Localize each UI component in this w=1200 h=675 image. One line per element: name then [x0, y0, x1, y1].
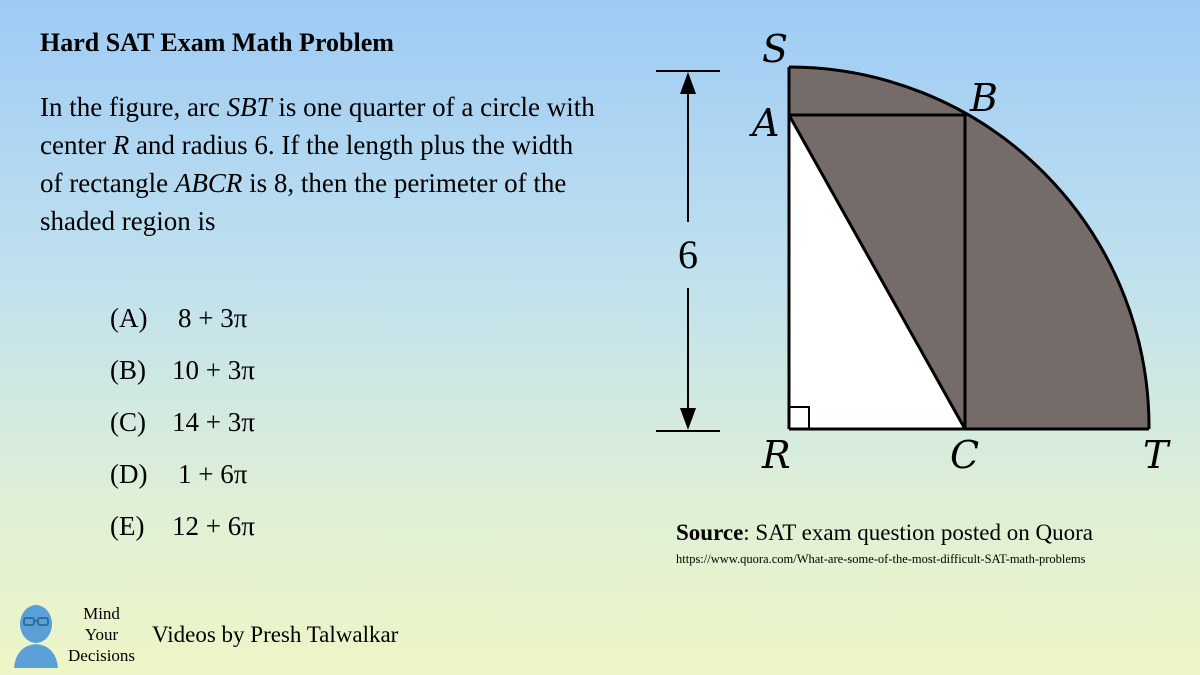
arrowhead-down — [680, 408, 696, 430]
arrowhead-up — [680, 72, 696, 94]
rectangle-name: ABCR — [174, 168, 243, 198]
source-citation — [676, 520, 1093, 546]
label-r: R — [762, 433, 791, 477]
brand-line-2: Your — [84, 625, 119, 644]
choice-value: 8 + 3π — [178, 303, 248, 333]
page-title: Hard SAT Exam Math Problem — [40, 28, 394, 57]
label-t: T — [1143, 433, 1169, 477]
choice-label: (B) — [110, 355, 146, 385]
choice-value: 1 + 6π — [178, 459, 248, 489]
problem-text-3: and radius 6. If the length plus the width of rectangle — [40, 130, 574, 198]
choice-value: 14 + 3π — [172, 407, 255, 437]
presenter-avatar-icon — [10, 600, 62, 668]
problem-text-1: In the figure, arc — [40, 92, 227, 122]
label-s: S — [762, 27, 789, 71]
choice-label: (A) — [110, 303, 148, 333]
byline: Videos by Presh Talwalkar — [152, 622, 399, 647]
dimension-label: 6 — [678, 232, 698, 277]
choice-value: 12 + 6π — [172, 511, 255, 541]
problem-text-2: is one quarter of a circle with center — [40, 92, 595, 160]
label-b: B — [970, 76, 998, 120]
choice-value: 10 + 3π — [172, 355, 255, 385]
label-a: A — [752, 101, 780, 145]
source-text: : SAT exam question posted on Quora — [743, 520, 1093, 545]
source-url: https://www.quora.com/What-are-some-of-the-most-difficult-SAT-math-problems — [676, 552, 1086, 566]
source-label: Source — [676, 520, 744, 545]
choice-label: (C) — [110, 407, 146, 437]
problem-text-4: is 8, then the perimeter of the shaded region is — [40, 168, 567, 236]
brand-line-3: Decisions — [68, 646, 136, 665]
brand-name — [68, 603, 135, 666]
brand-line-1: Mind — [83, 604, 120, 623]
choice-label: (E) — [110, 511, 145, 541]
center-name: R — [112, 130, 130, 160]
label-c: C — [950, 433, 980, 477]
arc-name: SBT — [226, 92, 272, 122]
choice-label: (D) — [110, 459, 148, 489]
